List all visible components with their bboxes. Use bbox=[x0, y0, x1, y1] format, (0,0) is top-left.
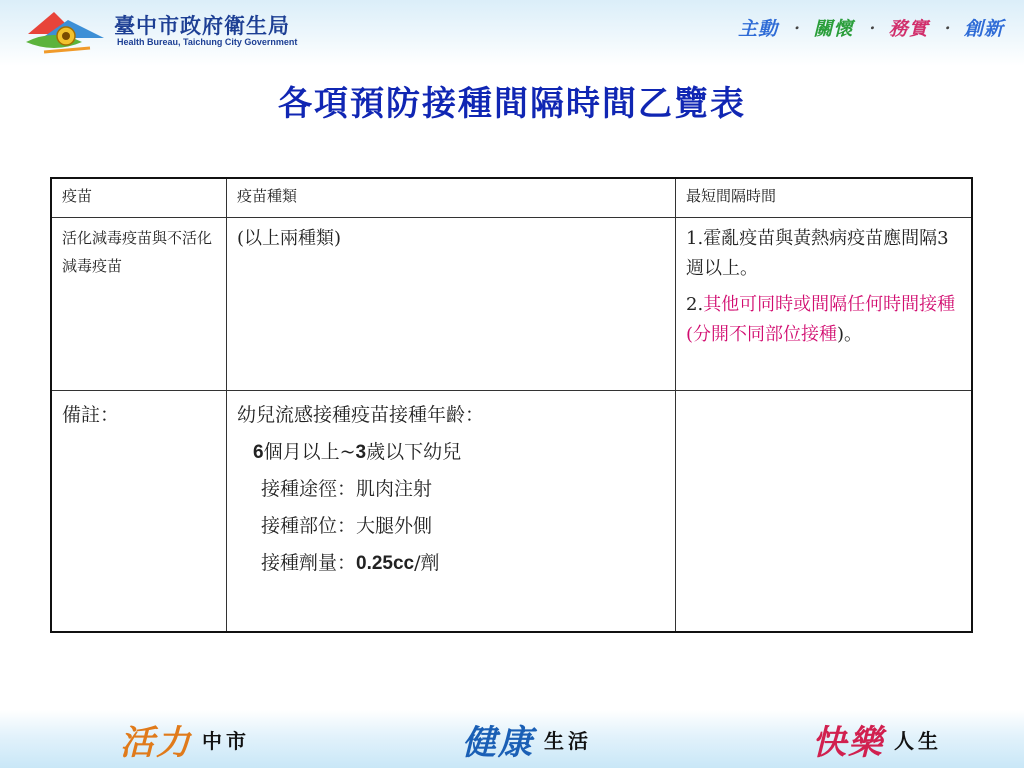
note-age bbox=[237, 434, 665, 471]
note-route: 接種途徑：肌肉注射 bbox=[261, 478, 433, 500]
interval-item-2-end: )。 bbox=[837, 324, 863, 345]
vaccine-interval-table bbox=[50, 177, 973, 633]
header-vaccine-type: 疫苗種類 bbox=[227, 178, 676, 218]
note-dose bbox=[237, 545, 665, 582]
note-content-cell bbox=[227, 391, 676, 633]
note-dose-value: 0.25cc bbox=[356, 553, 415, 574]
note-dose-label: 接種劑量： bbox=[261, 552, 357, 574]
note-dose-unit: /劑 bbox=[414, 552, 440, 574]
health-bureau-logo-icon bbox=[24, 8, 110, 56]
slogan-part: 創新 bbox=[963, 18, 1004, 40]
slogan-dot: ‧ bbox=[861, 18, 882, 40]
vaccine-cell: 活化減毒疫苗與不活化減毒疫苗 bbox=[51, 218, 227, 391]
note-age-num1: 6 bbox=[253, 442, 264, 463]
table-header-row bbox=[51, 178, 972, 218]
slogan-part: 務實 bbox=[888, 18, 929, 40]
interval-item-1-text: 霍亂疫苗與黃熱病疫苗應間隔3週以上。 bbox=[686, 228, 949, 279]
note-label-cell: 備註： bbox=[51, 391, 227, 633]
org-name-en: Health Bureau, Taichung City Government bbox=[117, 37, 298, 47]
note-age-text2: 歲以下幼兒 bbox=[366, 441, 462, 463]
footer-slogan-health bbox=[462, 714, 592, 764]
note-heading: 幼兒流感接種疫苗接種年齡： bbox=[237, 404, 485, 426]
footer-small-text: 生活 bbox=[544, 728, 592, 753]
header-min-interval: 最短間隔時間 bbox=[676, 178, 973, 218]
footer bbox=[0, 710, 1024, 768]
footer-big-text: 活力 bbox=[120, 722, 192, 763]
interval-item-1-num: 1. bbox=[686, 228, 704, 249]
footer-slogan-vitality bbox=[120, 714, 250, 764]
page-title: 各項預防接種間隔時間乙覽表 bbox=[278, 84, 746, 124]
footer-big-text: 快樂 bbox=[812, 722, 884, 763]
footer-big-text: 健康 bbox=[462, 722, 534, 763]
note-empty-cell bbox=[676, 391, 973, 633]
vaccine-type-cell: (以上兩種類) bbox=[227, 218, 676, 391]
header bbox=[0, 0, 1024, 66]
note-age-num2: 3 bbox=[355, 442, 367, 463]
interval-item-1 bbox=[686, 224, 961, 284]
footer-slogan-happiness bbox=[812, 714, 942, 764]
note-age-text1: 個月以上~ bbox=[263, 441, 356, 463]
header-vaccine: 疫苗 bbox=[51, 178, 227, 218]
interval-item-2-text: 其他可同時或間隔任何時間接種(分開不同部位接種 bbox=[686, 294, 956, 345]
footer-small-text: 人生 bbox=[894, 728, 942, 753]
slogan bbox=[738, 14, 1004, 41]
interval-item-2 bbox=[686, 290, 961, 350]
slogan-dot: ‧ bbox=[785, 18, 806, 40]
table-row bbox=[51, 391, 972, 633]
slogan-dot: ‧ bbox=[936, 18, 957, 40]
slogan-part: 關懷 bbox=[813, 18, 854, 40]
interval-item-2-num: 2. bbox=[686, 294, 704, 315]
interval-cell bbox=[676, 218, 973, 391]
org-name-cn: 臺中市政府衛生局 bbox=[114, 14, 290, 38]
table-row bbox=[51, 218, 972, 391]
footer-small-text: 中市 bbox=[202, 728, 250, 753]
note-site: 接種部位：大腿外側 bbox=[261, 515, 433, 537]
slogan-part: 主動 bbox=[738, 18, 779, 40]
